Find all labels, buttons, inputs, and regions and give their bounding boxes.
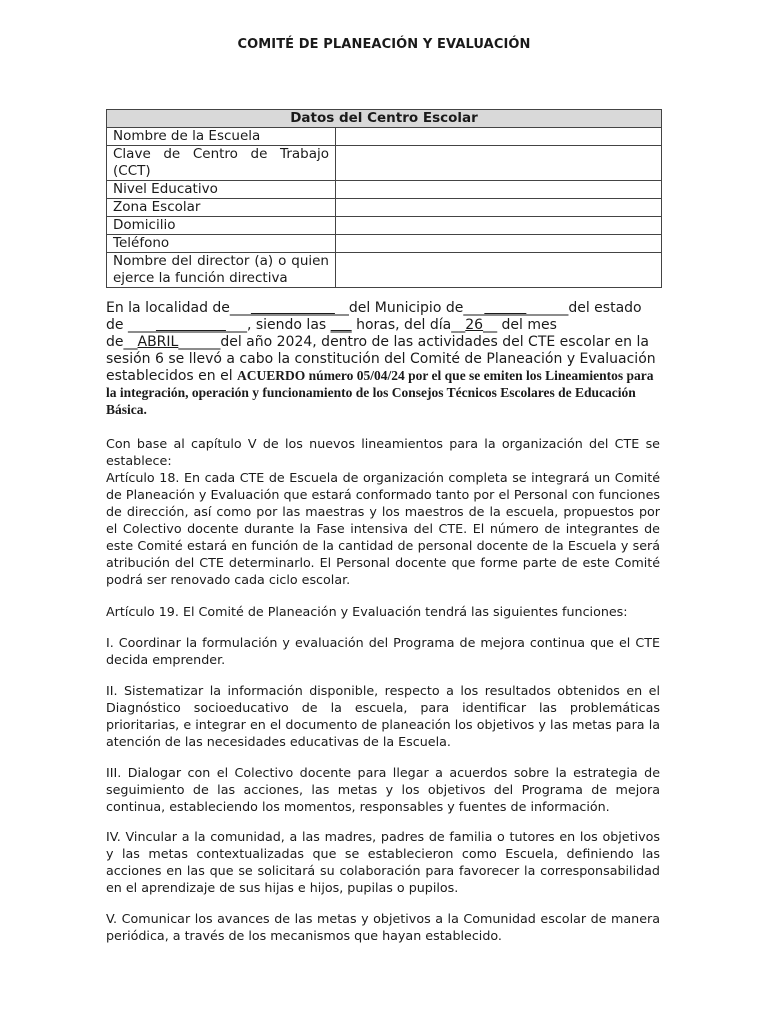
state-blank[interactable]: __________: [155, 317, 226, 333]
intro-paragraph: [106, 300, 662, 419]
row-label-level: Nivel Educativo: [107, 181, 336, 199]
municipality-blank[interactable]: ______: [484, 300, 527, 316]
school-data-table: [106, 109, 662, 288]
paragraph-function-3: III. Dialogar con el Colectivo docente para llegar a acuerdos sobre la estrategia de seguimiento de las acciones, las metas y los objetivos del Programa de mejora continua, estableciendo los momentos, responsables y fuentes de información.: [106, 765, 660, 814]
intro-text: ___, siendo las: [225, 317, 331, 333]
row-label-director: Nombre del director (a) o quien ejerce la función directiva: [107, 253, 336, 288]
paragraph-chapter: Con base al capítulo V de los nuevos lineamientos para la organización del CTE se establece:: [106, 436, 660, 468]
day-value[interactable]: 26: [465, 317, 484, 333]
address-field[interactable]: [336, 217, 662, 235]
document-title: COMITÉ DE PLANEACIÓN Y EVALUACIÓN: [237, 37, 531, 52]
agreement-reference: ACUERDO número 05/04/24 por el que se emiten los Lineamientos para la integración, operación y funcionamiento de los Consejos Técnicos Escolares de Educación Básica.: [106, 368, 654, 417]
hour-blank[interactable]: ___: [330, 317, 352, 333]
paragraph-article-18: Artículo 18. En cada CTE de Escuela de organización completa se integrará un Comité de Planeación y Evaluación que estará conformado tanto por el Personal con funciones de dirección, así como por las maestras y los maestros de la escuela, propuestos por el Colectivo docente durante la Fase intensiva del CTE. El número de integrantes de este Comité estará en función de la cantidad de personal docente de la Escuela y será atribución del CTE determinarlo. El Personal docente que forme parte de este Comité podrá ser renovado cada ciclo escolar.: [106, 470, 660, 587]
blank: __: [451, 317, 466, 333]
paragraph-function-2: II. Sistematizar la información disponible, respecto a los resultados obtenidos en el Diagnóstico socioeducativo de la escuela, para identificar las problemáticas prioritarias, e integrar en el documento de planeación los objetivos y las metas para la atención de las necesidades educativas de la Escuela.: [106, 683, 660, 749]
blank: __: [123, 334, 138, 350]
phone-field[interactable]: [336, 235, 662, 253]
intro-text: __del Municipio de: [334, 300, 464, 316]
director-field[interactable]: [336, 253, 662, 288]
table-row: [107, 253, 662, 288]
row-label-zone: Zona Escolar: [107, 199, 336, 217]
intro-text: ______del estado de: [106, 300, 642, 333]
paragraph-function-4: IV. Vincular a la comunidad, a las madres, padres de familia o tutores en los objetivos y las metas contextualizadas que se establecieron como Escuela, definiendo las acciones en las que se solicitará su colaboración para favorecer la corresponsabilidad en el aprendizaje de sus hijas e hijos, pupilas o pupilos.: [106, 829, 660, 895]
paragraph-function-1: I. Coordinar la formulación y evaluación del Programa de mejora continua que el CTE decida emprender.: [106, 635, 660, 667]
paragraph-function-5: V. Comunicar los avances de las metas y objetivos a la Comunidad escolar de manera periódica, a través de los mecanismos que hayan establecido.: [106, 911, 660, 943]
intro-text: ______del año 2024, dentro de las actividades del CTE escolar en la sesión 6 se llevó a cabo la constitución del Comité de Planeación y Evaluación establecidos en el: [106, 334, 656, 384]
table-row: [107, 128, 662, 146]
paragraph-article-19: Artículo 19. El Comité de Planeación y Evaluación tendrá las siguientes funciones:: [106, 604, 628, 619]
zone-field[interactable]: [336, 199, 662, 217]
table-header: Datos del Centro Escolar: [107, 110, 662, 128]
school-name-field[interactable]: [336, 128, 662, 146]
locality-blank[interactable]: ____________: [250, 300, 335, 316]
blank: ____: [127, 317, 156, 333]
table-row: [107, 181, 662, 199]
table-row: [107, 199, 662, 217]
intro-text: de: [106, 334, 124, 350]
intro-text: __ del mes: [483, 317, 557, 333]
row-label-school-name: Nombre de la Escuela: [107, 128, 336, 146]
row-label-phone: Teléfono: [107, 235, 336, 253]
blank: ___: [229, 300, 251, 316]
table-row: [107, 146, 662, 181]
blank: ___: [463, 300, 485, 316]
month-value[interactable]: ABRIL: [137, 334, 179, 350]
table-row: [107, 235, 662, 253]
row-label-address: Domicilio: [107, 217, 336, 235]
intro-text: horas, del día: [351, 317, 452, 333]
row-label-cct: Clave de Centro de Trabajo (CCT): [107, 146, 336, 181]
cct-field[interactable]: [336, 146, 662, 181]
level-field[interactable]: [336, 181, 662, 199]
table-row: [107, 217, 662, 235]
intro-text: En la localidad de: [106, 300, 230, 316]
